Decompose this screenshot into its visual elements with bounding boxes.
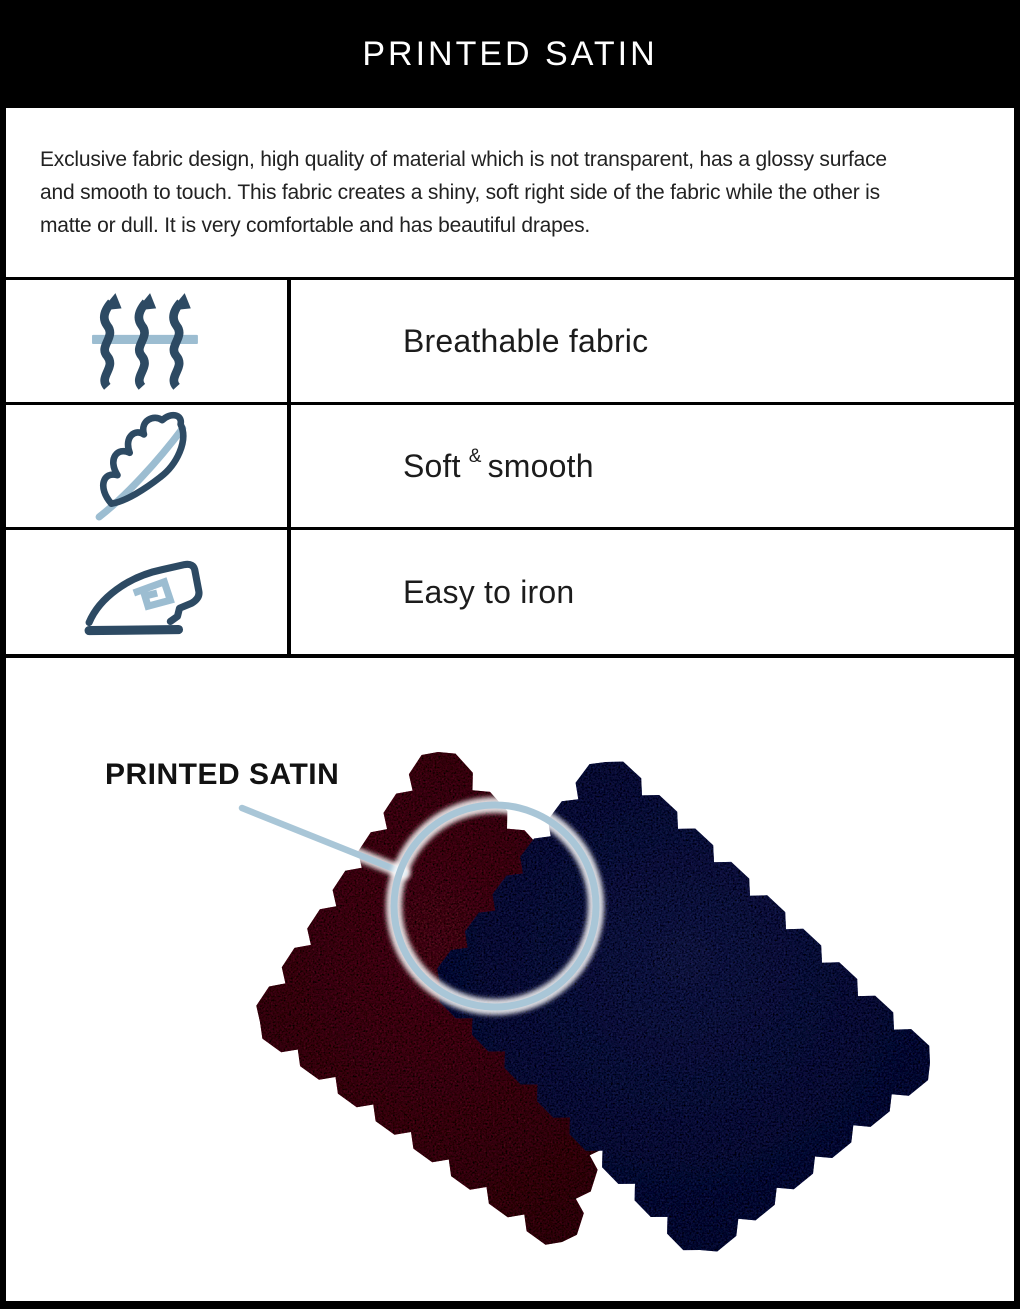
feature-label: Breathable fabric (403, 322, 649, 359)
feature-label: Easy to iron (403, 573, 575, 610)
ampersand: & (468, 446, 482, 467)
breathability-icon (6, 280, 291, 402)
header-band (6, 0, 1014, 108)
swatch-label: PRINTED SATIN (105, 758, 340, 791)
feature-row-iron (6, 530, 1014, 658)
feather-icon (6, 405, 291, 527)
feature-label (291, 405, 1014, 527)
iron-icon (6, 530, 291, 654)
swatch-section (6, 658, 1014, 1301)
feature-row-breathable (6, 280, 1014, 405)
description-line: Exclusive fabric design, high quality of material which is not transparent, has a glossy surface (40, 148, 887, 171)
feature-label-suffix: smooth (487, 447, 594, 484)
feature-label-prefix: Soft (403, 447, 461, 484)
page-title: PRINTED SATIN (362, 34, 658, 73)
description-box (6, 108, 1014, 280)
feature-row-soft (6, 405, 1014, 530)
description-line: and smooth to touch. This fabric creates a shiny, soft right side of the fabric while the other is (40, 181, 880, 204)
description-line: matte or dull. It is very comfortable and has beautiful drapes. (40, 214, 591, 237)
fabric-swatches-illustration (6, 658, 1014, 1301)
